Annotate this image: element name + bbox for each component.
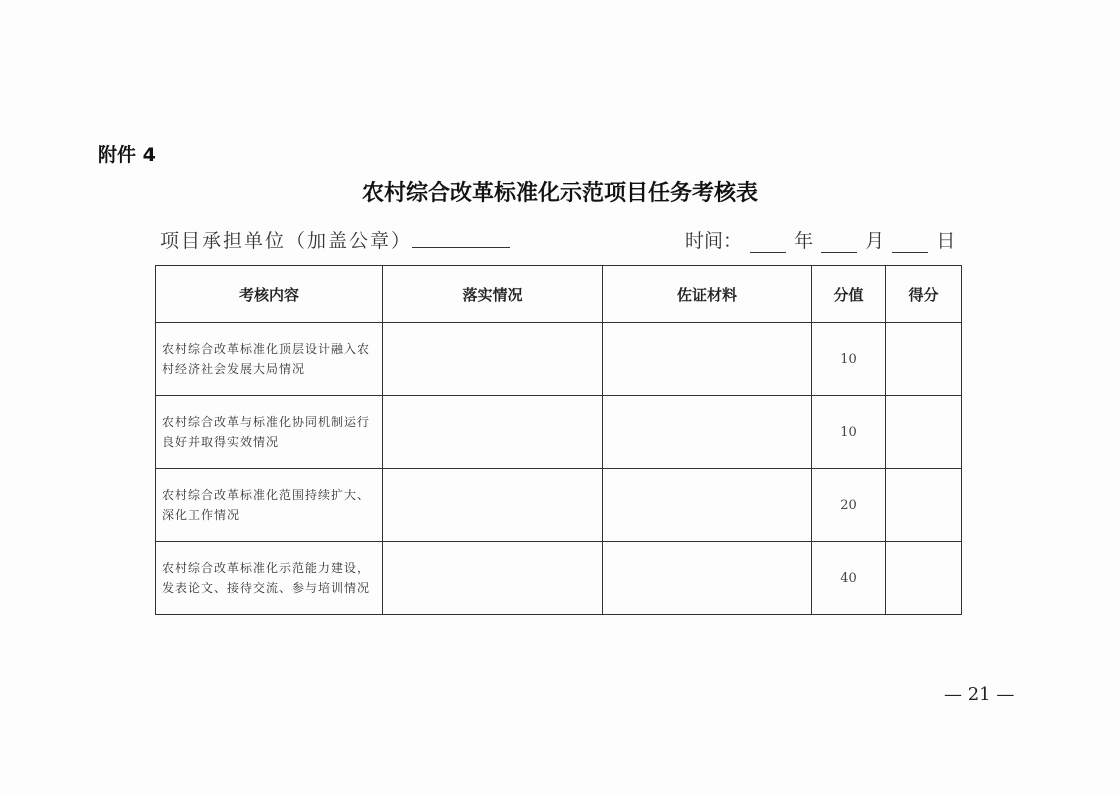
score-value-cell: 10 <box>812 396 886 469</box>
page-number: — 21 — <box>944 684 1015 705</box>
score-cell[interactable] <box>886 469 962 542</box>
evidence-cell[interactable] <box>603 323 812 396</box>
evidence-cell[interactable] <box>603 396 812 469</box>
table-row <box>156 469 962 542</box>
table-row <box>156 323 962 396</box>
evidence-cell[interactable] <box>603 469 812 542</box>
table-row <box>156 542 962 615</box>
header-implementation: 落实情况 <box>383 266 603 323</box>
attachment-label: 附件 4 <box>98 144 156 166</box>
time-label: 时间： <box>685 230 743 252</box>
score-cell[interactable] <box>886 396 962 469</box>
year-blank-line <box>750 232 786 253</box>
evidence-cell[interactable] <box>603 542 812 615</box>
day-label: 日 <box>936 230 956 252</box>
time-group <box>685 226 955 253</box>
unit-blank-line <box>412 247 510 248</box>
table-row <box>156 396 962 469</box>
score-value-cell: 40 <box>812 542 886 615</box>
table-header-row <box>156 266 962 323</box>
assessment-table <box>155 265 962 615</box>
header-score: 得分 <box>886 266 962 323</box>
implementation-cell[interactable] <box>383 542 603 615</box>
day-blank-line <box>892 232 928 253</box>
header-evidence: 佐证材料 <box>603 266 812 323</box>
content-cell: 农村综合改革与标准化协同机制运行良好并取得实效情况 <box>156 396 383 469</box>
implementation-cell[interactable] <box>383 469 603 542</box>
header-score-value: 分值 <box>812 266 886 323</box>
content-cell: 农村综合改革标准化范围持续扩大、深化工作情况 <box>156 469 383 542</box>
month-blank-line <box>821 232 857 253</box>
document-title: 农村综合改革标准化示范项目任务考核表 <box>361 180 758 206</box>
implementation-cell[interactable] <box>383 396 603 469</box>
content-cell: 农村综合改革标准化顶层设计融入农村经济社会发展大局情况 <box>156 323 383 396</box>
score-cell[interactable] <box>886 542 962 615</box>
year-label: 年 <box>794 230 814 252</box>
content-cell: 农村综合改革标准化示范能力建设，发表论文、接待交流、参与培训情况 <box>156 542 383 615</box>
month-label: 月 <box>865 230 885 252</box>
header-content: 考核内容 <box>156 266 383 323</box>
score-cell[interactable] <box>886 323 962 396</box>
meta-row <box>160 226 956 256</box>
score-value-cell: 20 <box>812 469 886 542</box>
implementation-cell[interactable] <box>383 323 603 396</box>
unit-label: 项目承担单位（加盖公章） <box>160 230 413 252</box>
score-value-cell: 10 <box>812 323 886 396</box>
